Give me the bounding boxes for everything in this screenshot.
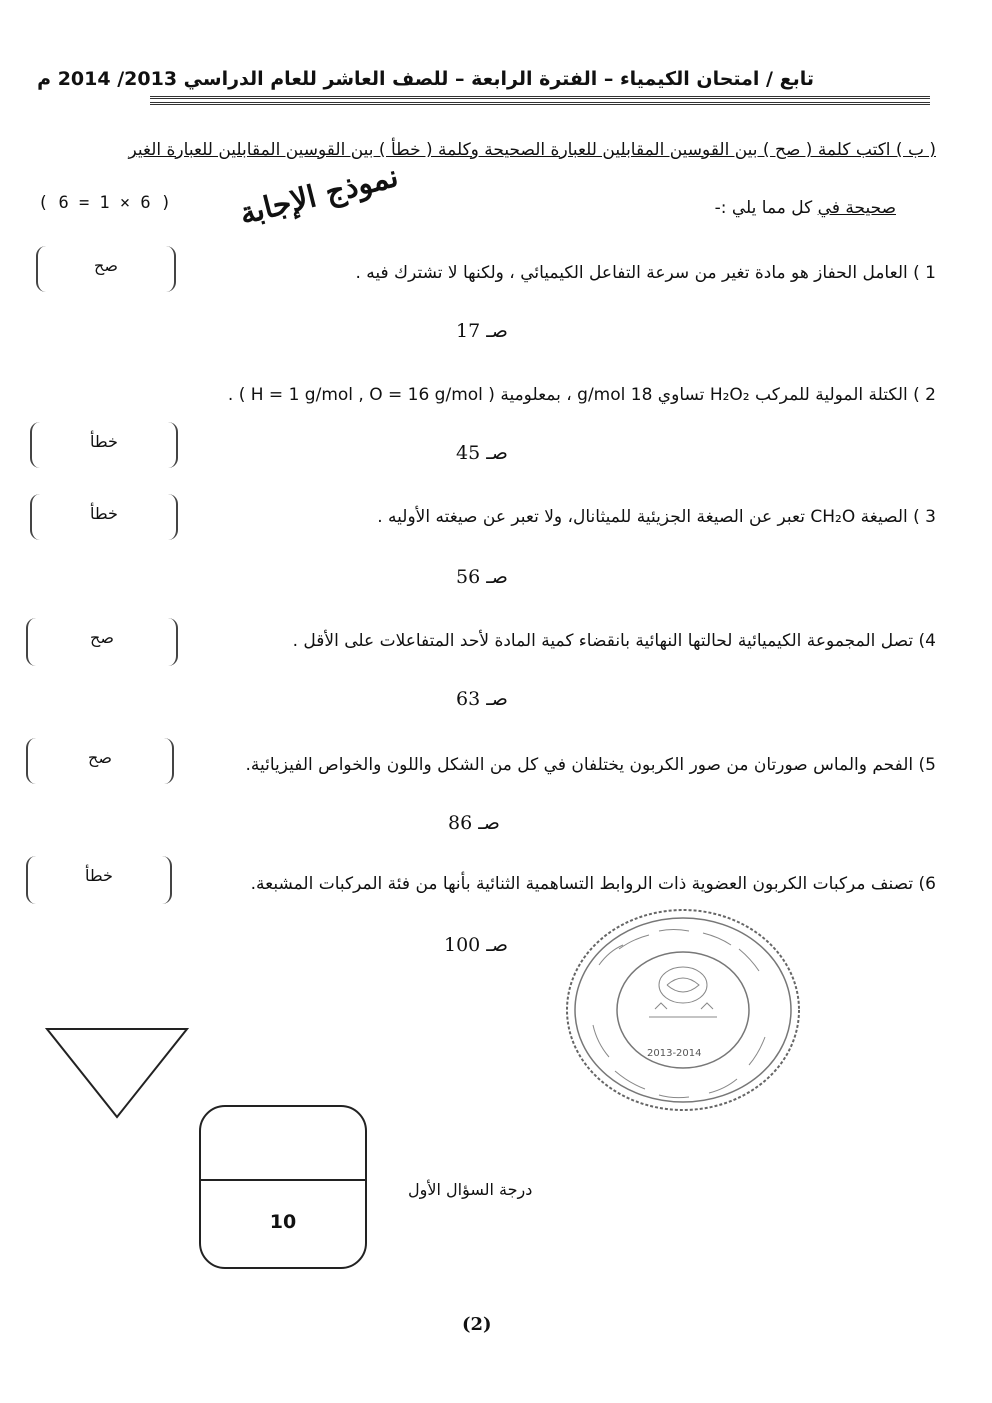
question-6-answer: خطأ <box>85 866 113 885</box>
triangle-shape <box>45 1027 189 1119</box>
question-5-text: 5) الفحم والماس صورتان من صور الكربون يختلفان في كل من الشكل واللون والخواص الفيزيائية. <box>245 755 936 775</box>
question-2-answer: خطأ <box>90 432 118 451</box>
question-4-text: 4) تصل المجموعة الكيميائية لحالتها النهائية بانقضاء كمية المادة لأحد المتفاعلات على الأقل . <box>292 631 936 651</box>
question-3-answer: خطأ <box>90 504 118 523</box>
question-2-text: 2 ) الكتلة المولية للمركب H₂O₂ تساوي 18 g/mol ، بمعلومية ( H = 1 g/mol , O = 16 g/mol ) . <box>227 385 936 405</box>
question-1-answer: صح <box>94 256 118 275</box>
answer-model-stamp: نموذج الإجابة <box>236 158 402 233</box>
question-1-page-ref: صـ 17 <box>456 320 508 342</box>
question-5-page-ref: صـ 86 <box>448 812 500 834</box>
question-1-answer-box <box>36 246 176 292</box>
question-4-answer: صح <box>90 628 114 647</box>
seal-years: 2013-2014 <box>647 1048 702 1059</box>
question-3-text: 3 ) الصيغة CH₂O تعبر عن الصيغة الجزيئية للميثانال، ولا تعبر عن صيغته الأوليه . <box>377 507 936 527</box>
instruction-line-1: ( ب ) اكتب كلمة ( صح ) بين القوسين المقابلين للعبارة الصحيحة وكلمة ( خطأ ) بين القوسين المقابلين للعبارة الغير <box>128 140 936 160</box>
question-6-page-ref: صـ 100 <box>444 934 509 956</box>
instruction-line-2 <box>715 198 896 218</box>
header-rule-top <box>150 96 930 99</box>
question-2-page-ref: صـ 45 <box>456 442 508 464</box>
page-number: (2) <box>462 1314 492 1335</box>
exam-header-title: تابع / امتحان الكيمياء – الفترة الرابعة – للصف العاشر للعام الدراسي 2013/ 2014 م <box>37 68 814 90</box>
question-4-answer-box <box>26 618 178 666</box>
question-5-answer-box <box>26 738 174 784</box>
question-1-text: 1 ) العامل الحفاز هو مادة تغير من سرعة التفاعل الكيميائي ، ولكنها لا تشترك فيه . <box>355 263 936 283</box>
grade-box <box>199 1105 367 1269</box>
grade-value: 10 <box>269 1211 297 1233</box>
instruction-line-2-end: كل مما يلي :- <box>714 198 813 218</box>
question-2-answer-box <box>30 422 178 468</box>
question-6-text: 6) تصنف مركبات الكربون العضوية ذات الروابط التساهمية الثنائية بأنها من فئة المركبات المشبعة. <box>250 874 936 894</box>
question-3-answer-box <box>30 494 178 540</box>
question-6-answer-box <box>26 856 172 904</box>
question-4-page-ref: صـ 63 <box>456 688 508 710</box>
score-formula: ( 6 = 1 × 6 ) <box>38 193 172 213</box>
header-rule-bottom <box>150 102 930 105</box>
question-5-answer: صح <box>88 748 112 767</box>
grade-box-divider <box>201 1179 365 1181</box>
official-seal <box>563 905 803 1115</box>
instruction-line-2-start: صحيحة في <box>817 198 896 218</box>
question-3-page-ref: صـ 56 <box>456 566 508 588</box>
grade-label: درجة السؤال الأول <box>408 1180 533 1199</box>
